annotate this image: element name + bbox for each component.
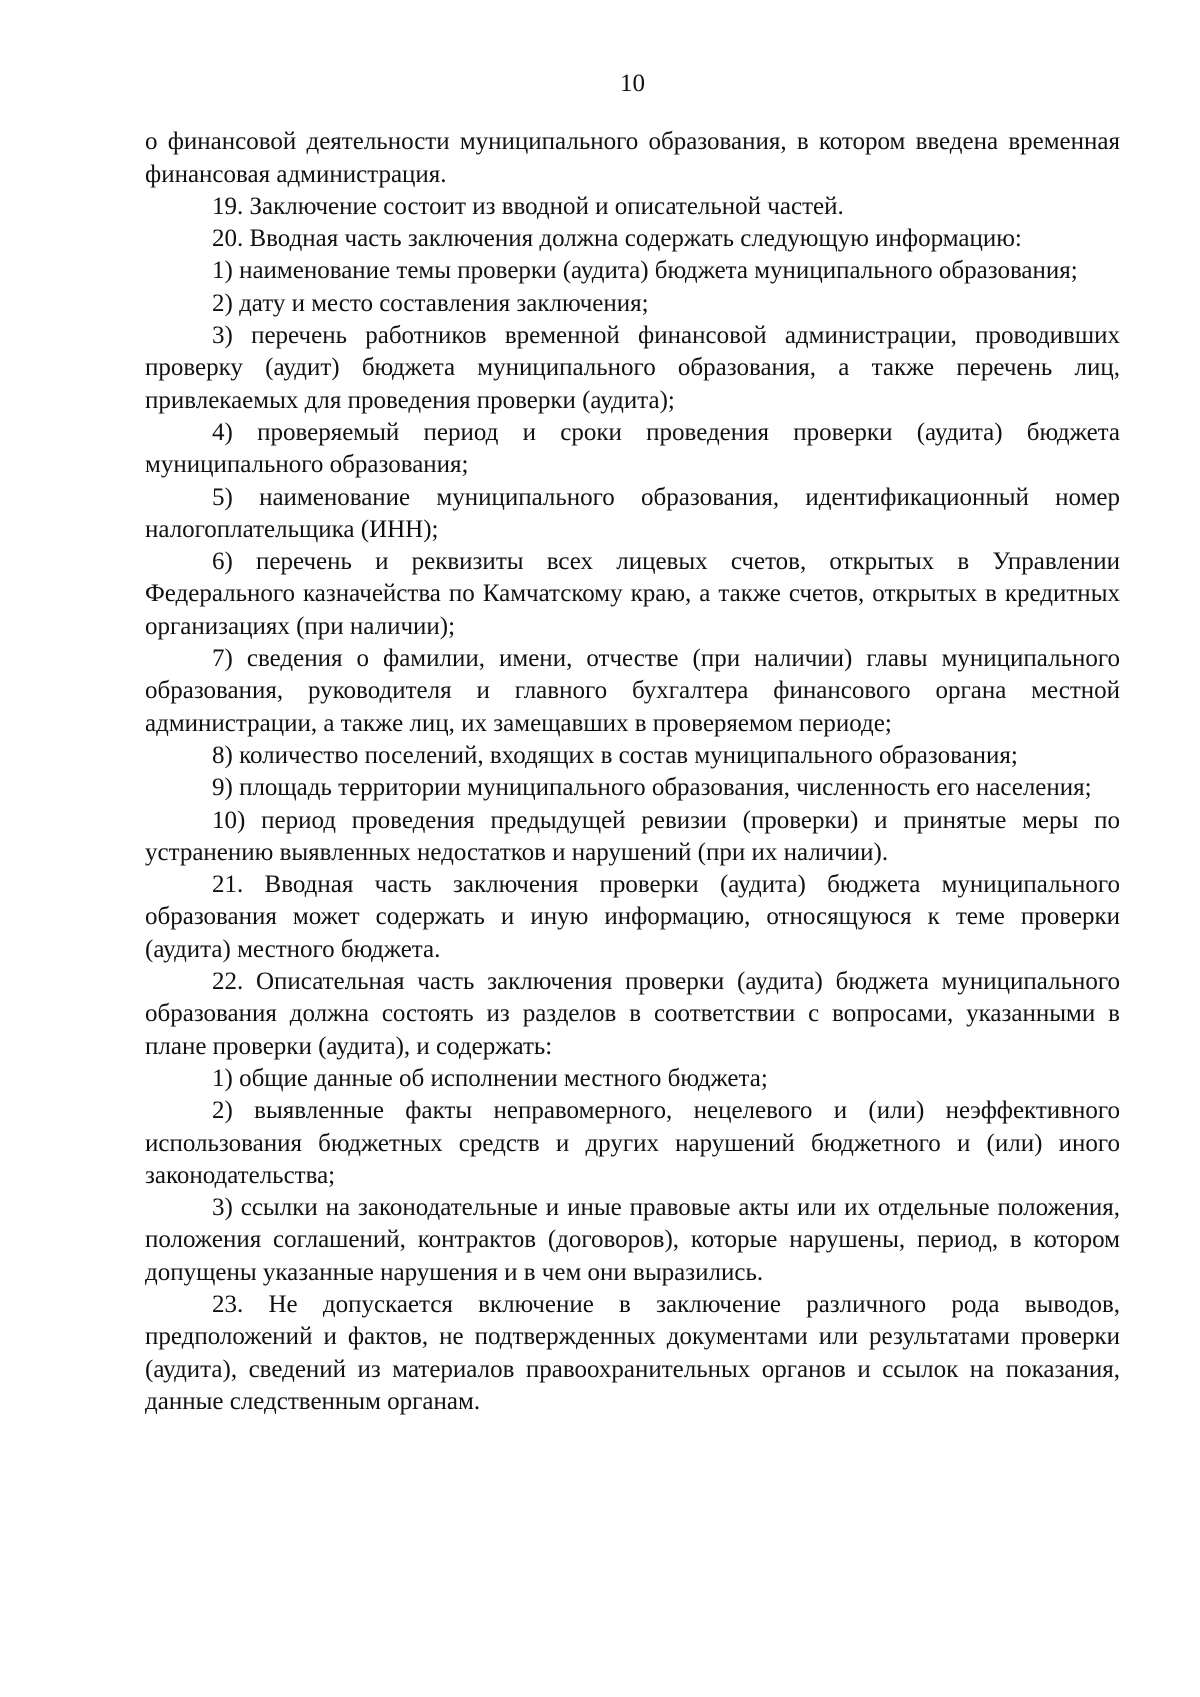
- list-item-20-5: 5) наименование муниципального образования, идентификационный номер налогоплательщика (ИНН);: [145, 483, 1120, 543]
- document-body: [145, 126, 1120, 1418]
- list-item-22-2: 2) выявленные факты неправомерного, нецелевого и (или) неэффективного использования бюджетных средств и других нарушений бюджетного и (или) иного законодательства;: [145, 1097, 1120, 1189]
- paragraph-22: 22. Описательная часть заключения проверки (аудита) бюджета муниципального образования должна состоять из разделов в соответствии с вопросами, указанными в плане проверки (аудита), и содержать:: [145, 968, 1120, 1060]
- list-item-22-1: 1) общие данные об исполнении местного бюджета;: [212, 1064, 768, 1092]
- paragraph-21: 21. Вводная часть заключения проверки (аудита) бюджета муниципального образования может содержать и иную информацию, относящуюся к теме проверки (аудита) местного бюджета.: [145, 871, 1120, 963]
- list-item-20-8: 8) количество поселений, входящих в состав муниципального образования;: [212, 741, 1018, 769]
- page-number: 10: [620, 70, 645, 97]
- list-item-20-10: 10) период проведения предыдущей ревизии (проверки) и принятые меры по устранению выявленных недостатков и нарушений (при их наличии).: [145, 806, 1120, 866]
- paragraph-continuation: о финансовой деятельности муниципального образования, в котором введена временная финансовая администрация.: [145, 128, 1120, 188]
- list-item-20-4: 4) проверяемый период и сроки проведения проверки (аудита) бюджета муниципального образования;: [145, 418, 1120, 479]
- list-item-20-1: 1) наименование темы проверки (аудита) бюджета муниципального образования;: [212, 257, 1078, 285]
- list-item-22-3: 3) ссылки на законодательные и иные правовые акты или их отдельные положения, положения соглашений, контрактов (договоров), которые нарушены, период, в котором допущены указанные нарушения и в чем они выразились.: [145, 1194, 1120, 1286]
- list-item-20-7: 7) сведения о фамилии, имени, отчестве (при наличии) главы муниципального образования, руководителя и главного бухгалтера финансового органа местной администрации, а также лиц, их замещавших в проверяемом периоде;: [145, 645, 1120, 737]
- paragraph-19: 19. Заключение состоит из вводной и описательной частей.: [212, 192, 844, 220]
- list-item-20-6: 6) перечень и реквизиты всех лицевых счетов, открытых в Управлении Федерального казначейства по Камчатскому краю, а также счетов, открытых в кредитных организациях (при наличии);: [145, 548, 1120, 640]
- list-item-20-3: 3) перечень работников временной финансовой администрации, проводивших проверку (аудит) бюджета муниципального образования, а также перечень лиц, привлекаемых для проведения проверки (аудита);: [145, 322, 1120, 414]
- list-item-20-2: 2) дату и место составления заключения;: [212, 289, 649, 317]
- paragraph-23: 23. Не допускается включение в заключение различного рода выводов, предположений и фактов, не подтвержденных документами или результатами проверки (аудита), сведений из материалов правоохранительных органов и ссылок на показания, данные следственным органам.: [145, 1290, 1120, 1415]
- paragraph-20: 20. Вводная часть заключения должна содержать следующую информацию:: [212, 225, 1022, 253]
- list-item-20-9: 9) площадь территории муниципального образования, численность его населения;: [212, 774, 1092, 802]
